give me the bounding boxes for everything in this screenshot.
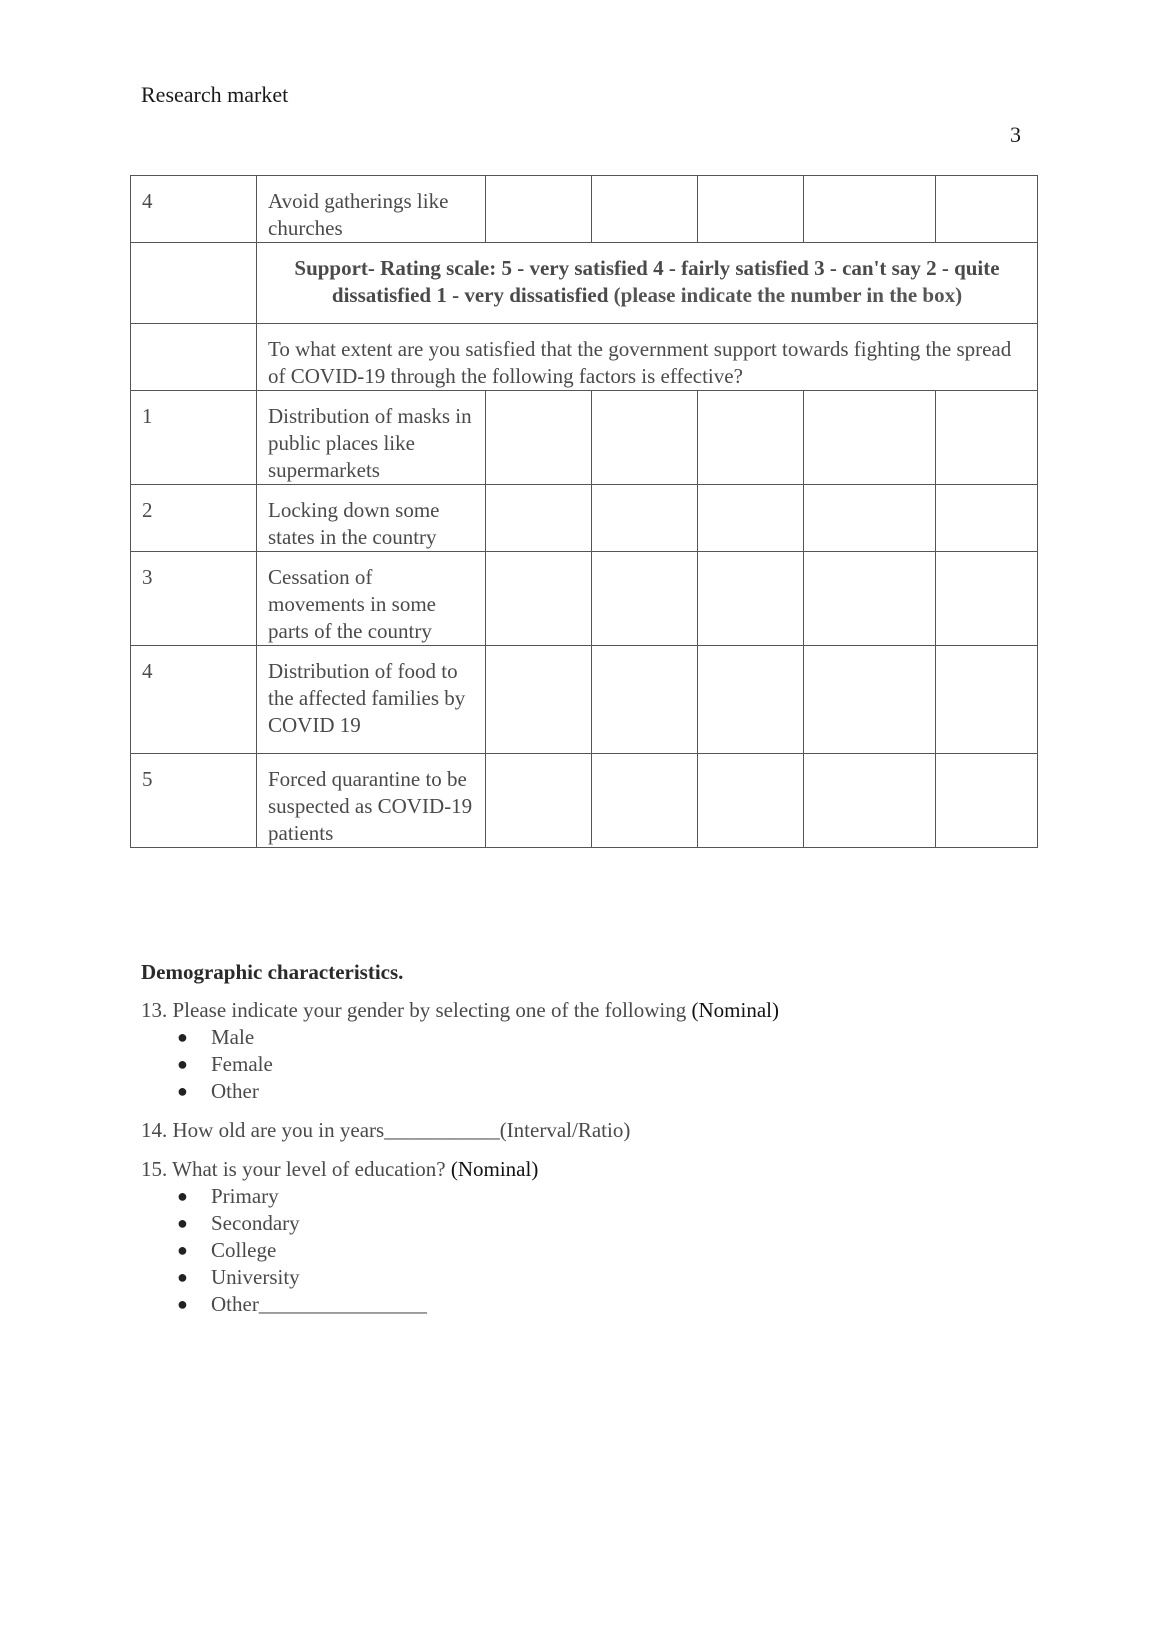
table-row [131,391,1038,485]
question-15-kind: (Nominal) [450,1157,539,1181]
rating-box[interactable] [936,754,1038,848]
item-number: 2 [131,485,257,552]
rating-scale-text [257,243,1038,324]
question-13-kind: (Nominal) [691,998,779,1022]
table-row [131,485,1038,552]
list-item[interactable] [177,1264,1021,1291]
rating-box[interactable] [804,176,936,243]
question-row [131,324,1038,391]
rating-box[interactable] [592,391,698,485]
rating-box[interactable] [698,485,804,552]
item-text: Distribution of food to the affected families by COVID 19 [257,646,486,754]
question-14[interactable]: 14. How old are you in years___________(Interval/Ratio) [141,1118,631,1142]
option-label: Primary [211,1184,279,1208]
rating-box[interactable] [592,754,698,848]
rating-scale-bold: Support- Rating scale: 5 - very satisfied 4 - fairly satisfied 3 - can't say 2 - quite dissatisfied 1 - very dissatisfied [294,256,1000,307]
rating-box[interactable] [804,552,936,646]
list-item[interactable] [177,1237,1021,1264]
bullet-icon: ● [177,1054,188,1074]
list-item[interactable] [177,1051,1021,1078]
option-label: Secondary [211,1211,300,1235]
question-13 [141,997,1021,1024]
rating-box[interactable] [698,391,804,485]
rating-box[interactable] [486,552,592,646]
list-item[interactable] [177,1183,1021,1210]
item-text: Locking down some states in the country [257,485,486,552]
table-row [131,754,1038,848]
rating-box[interactable] [698,646,804,754]
rating-box[interactable] [592,176,698,243]
item-text: Forced quarantine to be suspected as COVID-19 patients [257,754,486,848]
item-text: Cessation of movements in some parts of the country [257,552,486,646]
rating-box[interactable] [486,176,592,243]
table-row [131,552,1038,646]
list-item[interactable] [177,1291,1021,1318]
option-label: Other [211,1079,259,1103]
gender-options [141,1024,1021,1105]
bullet-icon: ● [177,1294,188,1314]
item-number: 3 [131,552,257,646]
page-number: 3 [1010,122,1021,147]
bullet-icon: ● [177,1267,188,1287]
rating-box[interactable] [804,754,936,848]
rating-box[interactable] [936,646,1038,754]
option-label: Female [211,1052,273,1076]
item-number: 4 [131,646,257,754]
question-15 [141,1156,1021,1183]
rating-box[interactable] [486,485,592,552]
rating-box[interactable] [698,176,804,243]
option-label: University [211,1265,300,1289]
rating-box[interactable] [698,754,804,848]
rating-box[interactable] [592,646,698,754]
option-label: Male [211,1025,255,1049]
scale-row [131,243,1038,324]
rating-box[interactable] [486,754,592,848]
empty-cell [131,243,257,324]
item-text: Avoid gatherings like churches [257,176,486,243]
rating-box[interactable] [486,646,592,754]
bullet-icon: ● [177,1240,188,1260]
bullet-icon: ● [177,1081,188,1101]
option-label: College [211,1238,277,1262]
rating-box[interactable] [936,485,1038,552]
education-options [141,1183,1021,1318]
rating-box[interactable] [936,391,1038,485]
item-number: 5 [131,754,257,848]
question-15-text: 15. What is your level of education? [141,1157,451,1181]
empty-cell [131,324,257,391]
table-row [131,176,1038,243]
rating-box[interactable] [804,646,936,754]
section-heading: Demographic characteristics. [141,960,404,984]
bullet-icon: ● [177,1186,188,1206]
rating-box[interactable] [936,552,1038,646]
survey-table [130,175,1038,848]
rating-box[interactable] [486,391,592,485]
question-text: To what extent are you satisfied that the government support towards fighting the spread of COVID-19 through the following factors is effective? [257,324,1038,391]
item-number: 1 [131,391,257,485]
list-item[interactable] [177,1078,1021,1105]
rating-box[interactable] [592,552,698,646]
table-row [131,646,1038,754]
bullet-icon: ● [177,1027,188,1047]
list-item[interactable] [177,1210,1021,1237]
option-label: Other________________ [211,1292,427,1316]
item-text: Distribution of masks in public places like supermarkets [257,391,486,485]
rating-box[interactable] [592,485,698,552]
running-header: Research market [141,82,289,107]
item-number: 4 [131,176,257,243]
list-item[interactable] [177,1024,1021,1051]
rating-box[interactable] [804,391,936,485]
rating-box[interactable] [698,552,804,646]
demographics-section [141,960,1021,1330]
rating-box[interactable] [804,485,936,552]
bullet-icon: ● [177,1213,188,1233]
rating-box[interactable] [936,176,1038,243]
rating-scale-instruction: (please indicate the number in the box) [608,283,963,307]
question-13-text: 13. Please indicate your gender by selecting one of the following [141,998,692,1022]
